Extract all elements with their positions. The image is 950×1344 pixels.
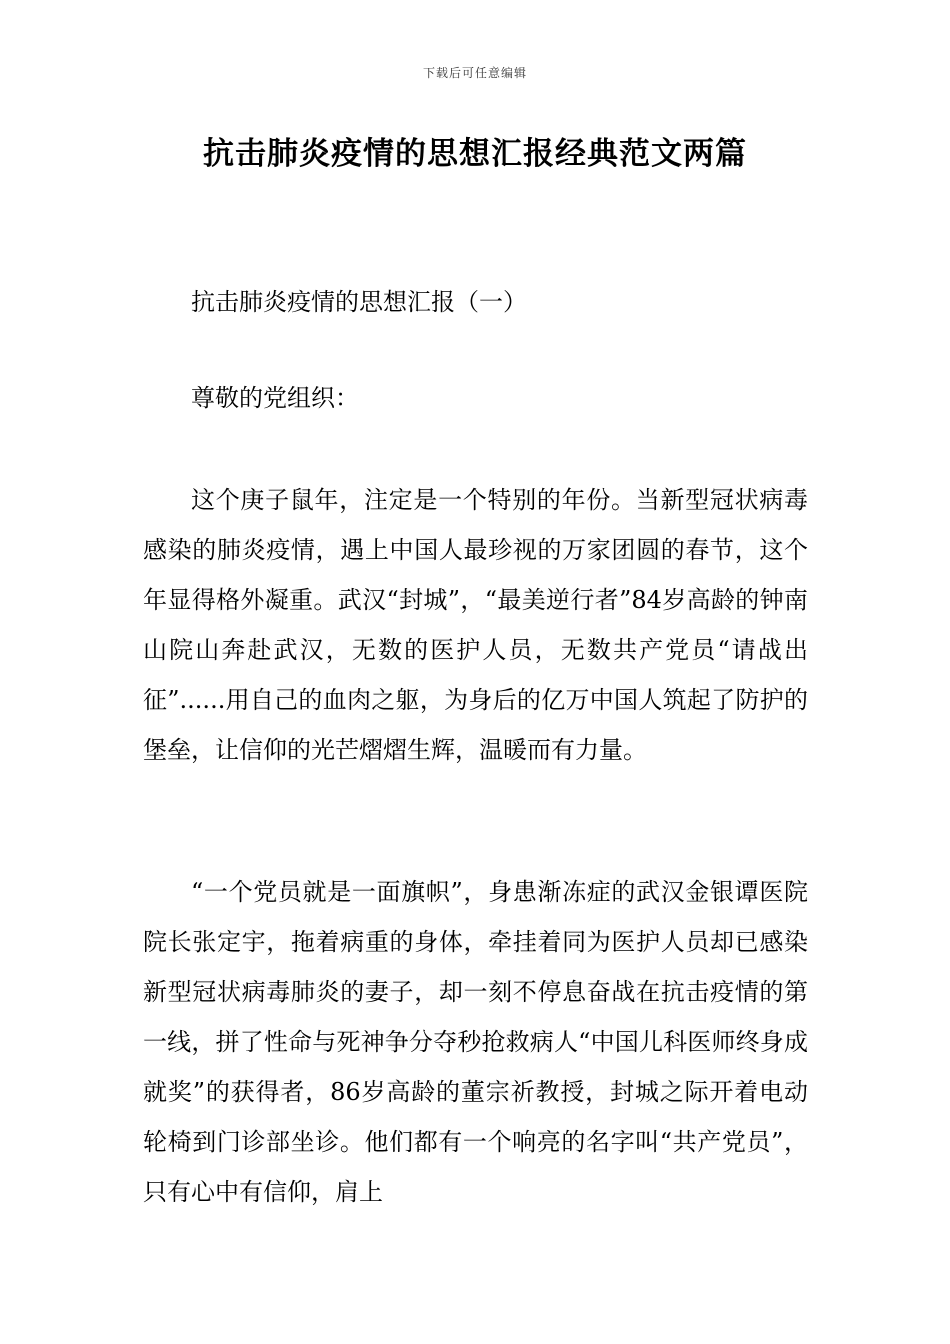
paragraph-2: “一个党员就是一面旗帜”，身患渐冻症的武汉金银谭医院院长张定宇，拖着病重的身体，牵挂着同为医护人员却已感染新型冠状病毒肺炎的妻子，却一刻不停息奋战在抗击疫情的第一线，拼了性命与死神争分夺秒抢救病人“中国儿科医师终身成就奖”的获得者，86岁高龄的董宗祈教授，封城之际开着电动轮椅到门诊部坐诊。他们都有一个响亮的名字叫“共产党员”，只有心中有信仰，肩上: [143, 878, 808, 1206]
document-title: 抗击肺炎疫情的思想汇报经典范文两篇: [203, 136, 747, 172]
salutation: 尊敬的党组织：: [191, 384, 359, 412]
header-note: 下载后可任意编辑: [422, 66, 527, 80]
paragraph-1: 这个庚子鼠年，注定是一个特别的年份。当新型冠状病毒感染的肺炎疫情，遇上中国人最珍视的万家团圆的春节，这个年显得格外凝重。武汉“封城”，“最美逆行者”84岁高龄的钟南山院山奔赴武汉，无数的医护人员，无数共产党员“请战出征”......用自己的血肉之躯，为身后的亿万中国人筑起了防护的堡垒，让信仰的光芒熠熠生辉，温暖而有力量。: [143, 486, 808, 764]
section-subtitle: 抗击肺炎疫情的思想汇报（一）: [191, 288, 527, 316]
